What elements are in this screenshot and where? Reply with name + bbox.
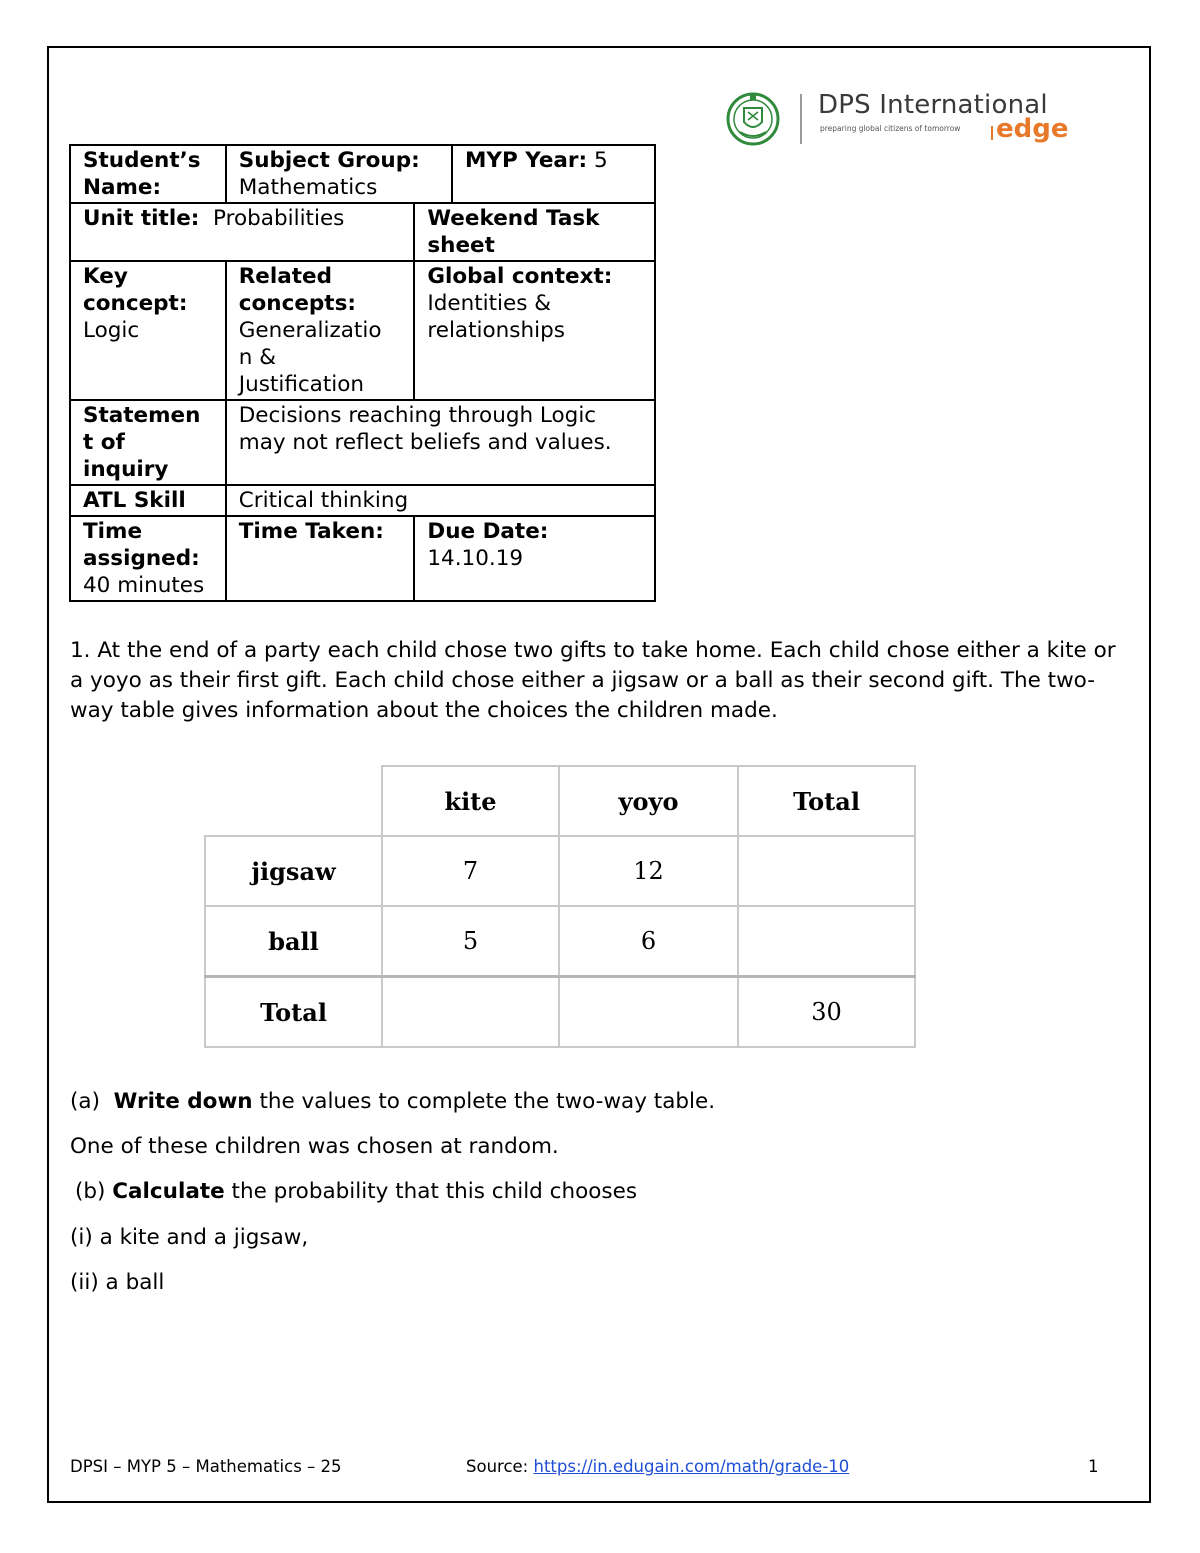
task-info-table [69,144,656,602]
gift-table-row [205,906,915,977]
part-b-prefix: (b) [75,1179,113,1204]
footer-source [466,1457,849,1476]
global-context-label: Global context: [427,264,613,289]
myp-year-value: 5 [593,148,608,173]
unit-title-value: Probabilities [213,206,345,231]
subject-group-value: Mathematics [238,175,378,200]
info-row [70,400,655,485]
global-context-value: Identities & relationships [427,291,565,343]
statement-label: inquiry [83,457,169,482]
gift-table-row-label: Total [205,977,382,1048]
part-a-bold: Write down [113,1089,253,1114]
gift-table-row-label: jigsaw [205,836,382,906]
atl-value: Critical thinking [238,488,409,513]
subject-group-cell [226,145,452,203]
info-row [70,203,655,261]
student-name-cell[interactable] [70,145,226,203]
related-concepts-cell [226,261,415,400]
page-number: 1 [1088,1457,1099,1476]
part-b-bold: Calculate [112,1179,225,1204]
weekend-task-label: Weekend Task sheet [427,206,600,258]
time-taken-cell[interactable] [226,516,415,601]
gift-table-cell[interactable] [738,906,915,977]
time-taken-label: Time Taken: [238,519,384,544]
gift-table-header: yoyo [559,766,738,836]
info-row [70,485,655,516]
two-way-table [204,765,916,1048]
statement-cell [70,400,226,485]
gift-table-corner [205,766,382,836]
weekend-task-cell [414,203,655,261]
dps-logo [726,92,1071,148]
due-date-label: Due Date: [427,519,549,544]
gift-table-cell: 12 [559,836,738,906]
part-b-i: (i) a kite and a jigsaw, [70,1225,309,1250]
part-b [75,1179,637,1204]
logo-tagline: preparing global citizens of tomorrow [820,124,961,133]
gift-table-header-row [205,766,915,836]
part-b-ii: (ii) a ball [70,1270,165,1295]
info-row [70,261,655,400]
gift-table-header: kite [382,766,559,836]
key-concept-label: Key concept: [83,264,188,316]
question-text: 1. At the end of a party each child chose two gifts to take home. Each child chose either a kite or a yoyo as their first gift. Each child chose either a jigsaw or a ball as their second gift. The two-way table gives information about the choices the children made. [70,638,1116,723]
gift-table-cell: 30 [738,977,915,1048]
unit-title-cell [70,203,414,261]
due-date-cell [414,516,655,601]
myp-year-label: MYP Year: [465,148,588,173]
gift-table-cell[interactable] [559,977,738,1048]
dps-emblem-icon [726,92,780,146]
gift-table-header: Total [738,766,915,836]
time-assigned-cell [70,516,226,601]
logo-edge-bar [991,126,993,140]
gift-table-total-row [205,977,915,1048]
statement-label: Statemen [83,403,201,428]
statement-value: Decisions reaching through Logic may not reflect beliefs and values. [238,403,612,455]
related-concepts-value: n & [238,345,276,370]
related-concepts-value: Justification [238,372,365,397]
related-concepts-value: Generalizatio [238,318,382,343]
student-name-label: Student’s Name: [83,148,201,200]
logo-divider [800,94,802,144]
gift-table-cell: 6 [559,906,738,977]
info-row [70,145,655,203]
atl-cell [70,485,226,516]
global-context-cell [414,261,655,400]
time-assigned-label: Time assigned: [83,519,200,571]
footer-source-label: Source: [466,1457,534,1476]
gift-table-cell: 5 [382,906,559,977]
gift-table-row-label: ball [205,906,382,977]
atl-value-cell [226,485,655,516]
gift-table-cell[interactable] [382,977,559,1048]
subject-group-label: Subject Group: [238,148,420,173]
gift-table-row [205,836,915,906]
key-concept-value: Logic [83,318,140,343]
atl-label: ATL Skill [83,488,186,513]
logo-edge: edge [996,114,1069,144]
part-a-prefix: (a) [70,1089,100,1114]
part-a-rest: the values to complete the two-way table. [252,1089,716,1114]
random-line: One of these children was chosen at random. [70,1134,559,1159]
unit-title-label: Unit title: [83,206,200,231]
gift-table-cell[interactable] [738,836,915,906]
info-row [70,516,655,601]
key-concept-cell [70,261,226,400]
statement-value-cell [226,400,655,485]
myp-year-cell [452,145,655,203]
related-concepts-label: Related concepts: [238,264,356,316]
footer-source-link[interactable]: https://in.edugain.com/math/grade-10 [533,1457,850,1476]
part-a [70,1089,715,1114]
footer-left: DPSI – MYP 5 – Mathematics – 25 [70,1457,342,1476]
time-assigned-value: 40 minutes [83,573,205,598]
gift-table-cell: 7 [382,836,559,906]
part-b-rest: the probability that this child chooses [224,1179,638,1204]
due-date-value: 14.10.19 [427,546,524,571]
logo-brand: DPS International [818,90,1048,120]
statement-label: t of [83,430,125,455]
